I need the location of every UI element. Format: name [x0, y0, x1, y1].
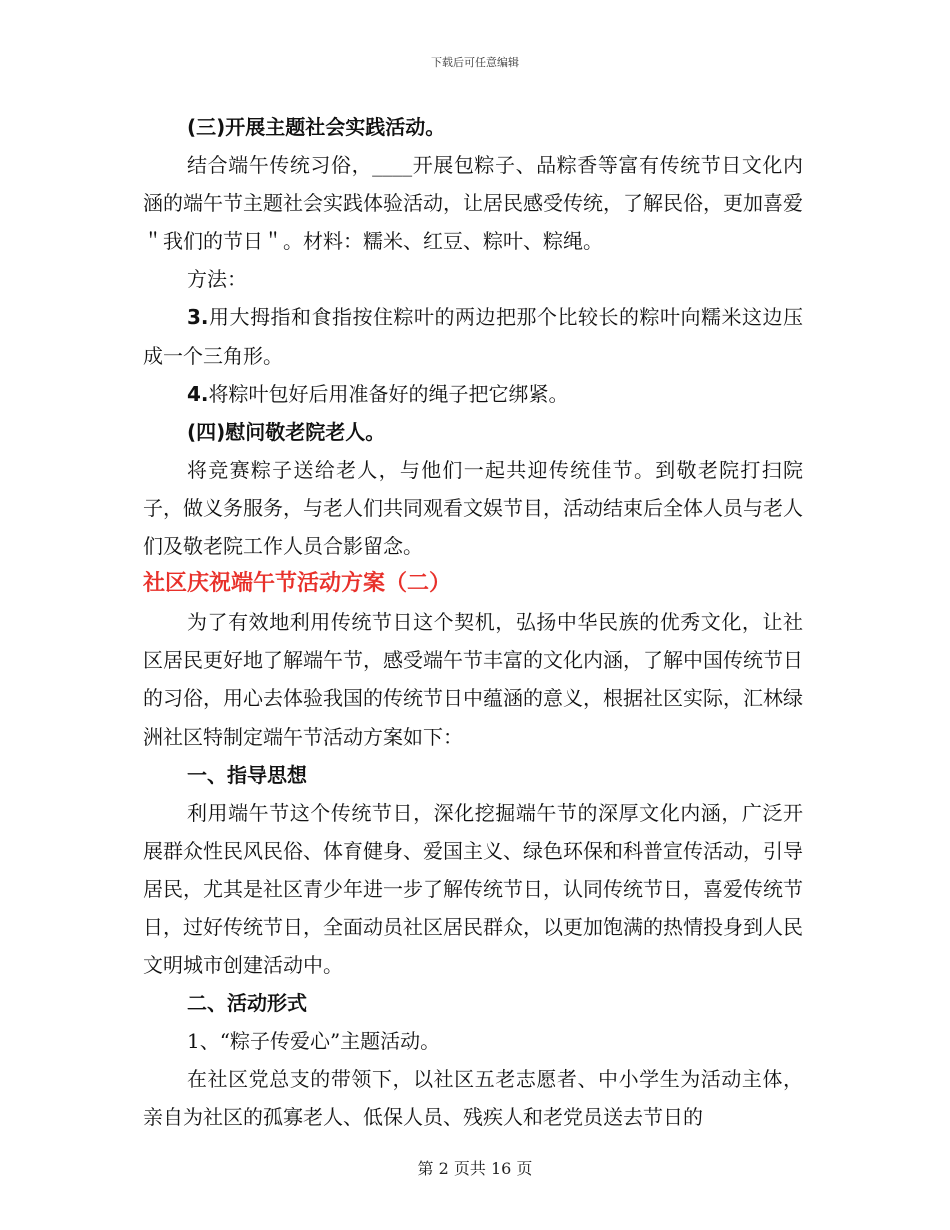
document-title: 社区庆祝端午节活动方案（二） [143, 571, 452, 597]
page-header: 下载后可任意编辑 [431, 56, 519, 69]
paragraph: 方法： [187, 267, 247, 292]
section-heading: (三)开展主题社会实践活动。 [187, 115, 446, 139]
section-heading: 一、指导思想 [187, 762, 307, 787]
list-number: 4. [187, 381, 209, 406]
section-heading: 二、活动形式 [187, 991, 307, 1016]
list-number: 3. [187, 305, 209, 330]
list-item [143, 375, 803, 413]
paragraph: 将竞赛粽子送给老人，与他们一起共迎传统佳节。到敬老院打扫院子，做义务服务，与老人们共同观看文娱节目，活动结束后全体人员与老人们及敬老院工作人员合影留念。 [143, 457, 803, 559]
page-footer: 第 2 页共 16 页 [417, 1159, 533, 1178]
list-item [143, 298, 803, 374]
list-text: 将粽叶包好后用准备好的绳子把它绑紧。 [208, 381, 569, 406]
paragraph: 为了有效地利用传统节日这个契机，弘扬中华民族的优秀文化，让社区居民更好地了解端午节，感受端午节丰富的文化内涵，了解中国传统节日的习俗，用心去体验我国的传统节日中蕴涵的意义，根据社区实际，汇林绿洲社区特制定端午节活动方案如下： [143, 610, 803, 749]
section-heading: (四)慰问敬老院老人。 [187, 419, 386, 444]
list-text: 用大拇指和食指按住粽叶的两边把那个比较长的粽叶向糯米这边压成一个三角形。 [143, 305, 803, 368]
document-body [143, 108, 803, 1137]
subheading: 1、“粽子传爱心”主题活动。 [187, 1029, 441, 1054]
paragraph: 利用端午节这个传统节日，深化挖掘端午节的深厚文化内涵，广泛开展群众性民风民俗、体育健身、爱国主义、绿色环保和科普宣传活动，引导居民，尤其是社区青少年进一步了解传统节日，认同传统节日，喜爱传统节日，过好传统节日，全面动员社区居民群众，以更加饱满的热情投身到人民文明城市创建活动中。 [143, 800, 803, 978]
paragraph: 在社区党总支的带领下，以社区五老志愿者、中小学生为活动主体，亲自为社区的孤寡老人、低保人员、残疾人和老党员送去节日的 [143, 1067, 803, 1130]
paragraph: 结合端午传统习俗，____开展包粽子、品粽香等富有传统节日文化内涵的端午节主题社会实践体验活动，让居民感受传统，了解民俗，更加喜爱＂我们的节日＂。材料：糯米、红豆、粽叶、粽绳。 [143, 153, 803, 254]
